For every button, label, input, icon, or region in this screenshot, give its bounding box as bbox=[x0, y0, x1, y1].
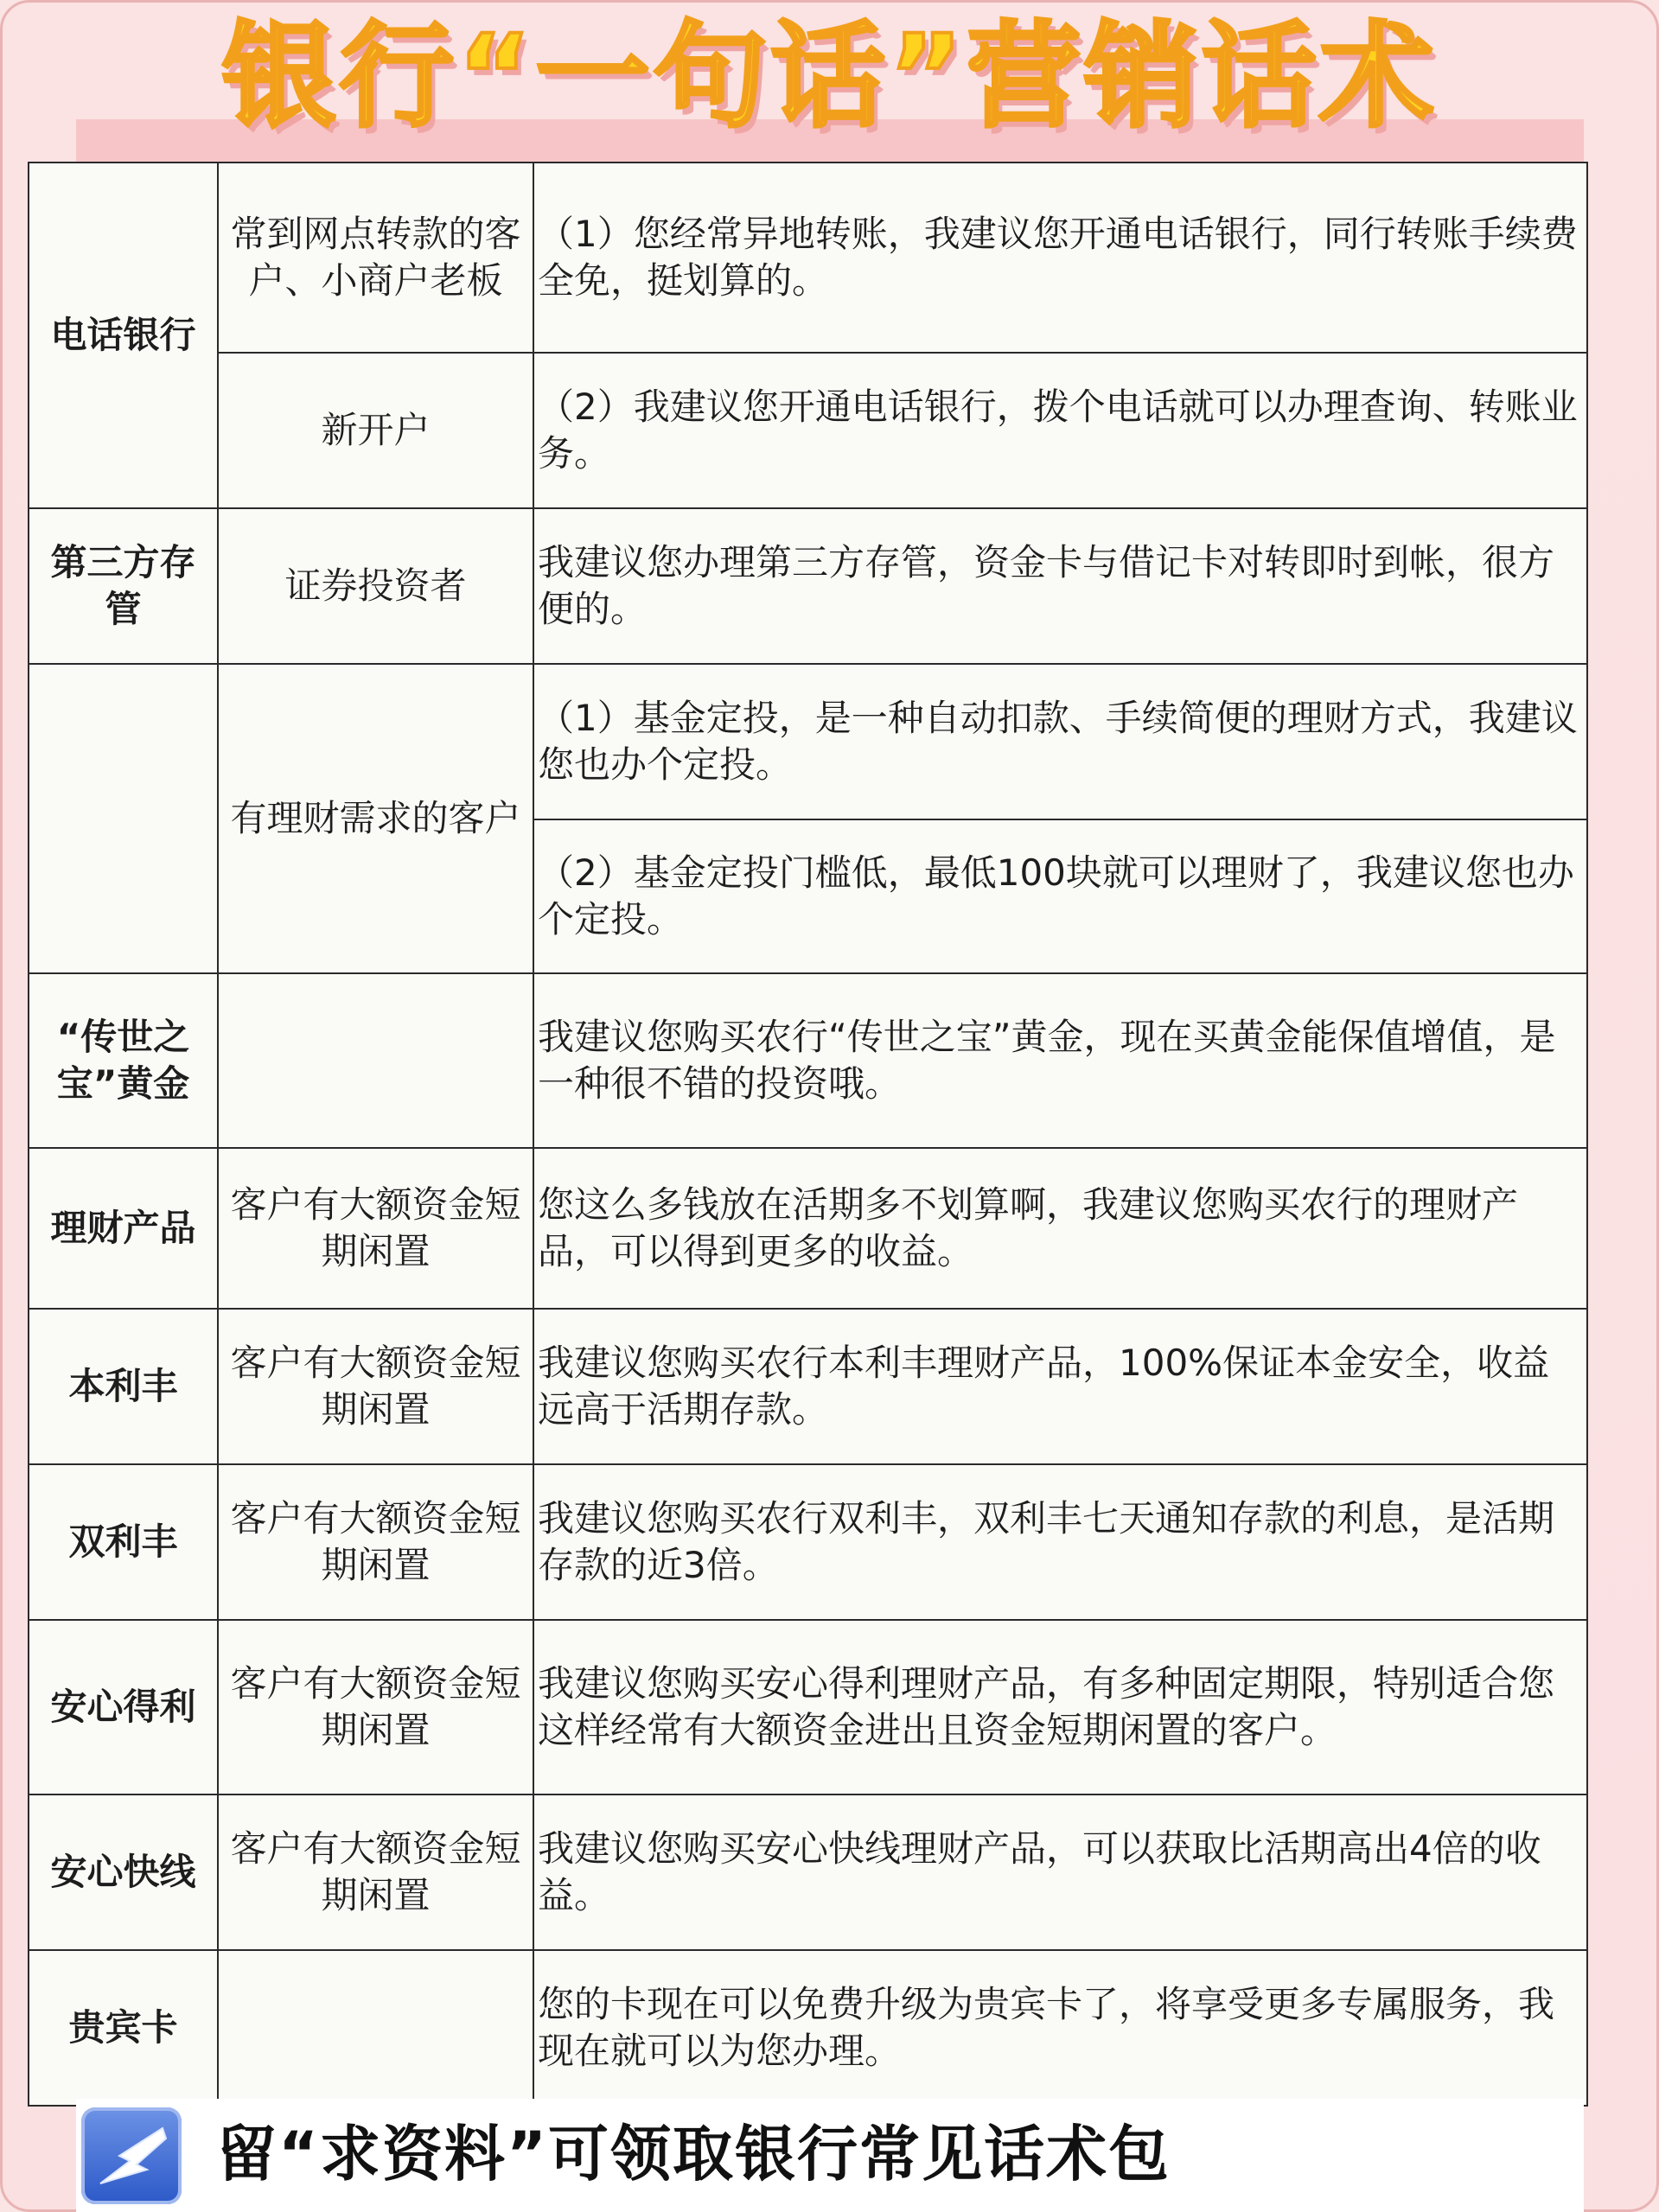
arrow-left-icon bbox=[81, 2107, 182, 2204]
audience-cell: 常到网点转款的客户、小商户老板 bbox=[218, 163, 533, 353]
table-row bbox=[29, 973, 1587, 1148]
category-cell: 理财产品 bbox=[29, 1148, 218, 1309]
script-cell: 您的卡现在可以免费升级为贵宾卡了，将享受更多专属服务，我现在就可以为您办理。 bbox=[533, 1950, 1587, 2106]
audience-cell: 客户有大额资金短期闲置 bbox=[218, 1148, 533, 1309]
table-row bbox=[29, 353, 1587, 508]
script-cell: （1）基金定投，是一种自动扣款、手续简便的理财方式，我建议您也办个定投。 bbox=[533, 664, 1587, 819]
table-row bbox=[29, 163, 1587, 353]
arrow-left-glyph bbox=[93, 2121, 169, 2190]
audience-cell bbox=[218, 1950, 533, 2106]
audience-cell: 有理财需求的客户 bbox=[218, 664, 533, 973]
table-row bbox=[29, 1148, 1587, 1309]
audience-cell: 客户有大额资金短期闲置 bbox=[218, 1794, 533, 1950]
category-cell: 安心快线 bbox=[29, 1794, 218, 1950]
script-cell: 我建议您购买安心得利理财产品，有多种固定期限，特别适合您这样经常有大额资金进出且资金短期闲置的客户。 bbox=[533, 1620, 1587, 1794]
category-cell: “传世之宝”黄金 bbox=[29, 973, 218, 1148]
script-cell: 我建议您购买农行双利丰，双利丰七天通知存款的利息，是活期存款的近3倍。 bbox=[533, 1464, 1587, 1620]
table-row bbox=[29, 1309, 1587, 1464]
script-cell: 您这么多钱放在活期多不划算啊，我建议您购买农行的理财产品，可以得到更多的收益。 bbox=[533, 1148, 1587, 1309]
script-cell: 我建议您购买农行本利丰理财产品，100%保证本金安全，收益远高于活期存款。 bbox=[533, 1309, 1587, 1464]
script-cell: 我建议您办理第三方存管，资金卡与借记卡对转即时到帐，很方便的。 bbox=[533, 508, 1587, 664]
table-row bbox=[29, 1464, 1587, 1620]
table-row bbox=[29, 1950, 1587, 2106]
table-row bbox=[29, 508, 1587, 664]
category-cell: 电话银行 bbox=[29, 163, 218, 508]
category-cell: 安心得利 bbox=[29, 1620, 218, 1794]
audience-cell: 客户有大额资金短期闲置 bbox=[218, 1620, 533, 1794]
footer-call-to-action: 留“求资料”可领取银行常见话术包 bbox=[216, 2119, 1171, 2190]
audience-cell: 客户有大额资金短期闲置 bbox=[218, 1464, 533, 1620]
script-cell: 我建议您购买安心快线理财产品，可以获取比活期高出4倍的收益。 bbox=[533, 1794, 1587, 1950]
category-cell: 双利丰 bbox=[29, 1464, 218, 1620]
table-row bbox=[29, 1620, 1587, 1794]
script-cell: （2）我建议您开通电话银行，拨个电话就可以办理查询、转账业务。 bbox=[533, 353, 1587, 508]
table-row bbox=[29, 664, 1587, 819]
page-title: 银行“一句话”营销话术 bbox=[221, 10, 1438, 143]
script-cell: 我建议您购买农行“传世之宝”黄金，现在买黄金能保值增值，是一种很不错的投资哦。 bbox=[533, 973, 1587, 1148]
category-cell bbox=[29, 664, 218, 973]
category-cell: 第三方存管 bbox=[29, 508, 218, 664]
category-cell: 本利丰 bbox=[29, 1309, 218, 1464]
table-row bbox=[29, 1794, 1587, 1950]
script-cell: （2）基金定投门槛低，最低100块就可以理财了，我建议您也办个定投。 bbox=[533, 819, 1587, 973]
audience-cell: 新开户 bbox=[218, 353, 533, 508]
audience-cell: 证券投资者 bbox=[218, 508, 533, 664]
audience-cell bbox=[218, 973, 533, 1148]
sales-script-table bbox=[28, 162, 1588, 2107]
audience-cell: 客户有大额资金短期闲置 bbox=[218, 1309, 533, 1464]
category-cell: 贵宾卡 bbox=[29, 1950, 218, 2106]
script-cell: （1）您经常异地转账，我建议您开通电话银行，同行转账手续费全免，挺划算的。 bbox=[533, 163, 1587, 353]
